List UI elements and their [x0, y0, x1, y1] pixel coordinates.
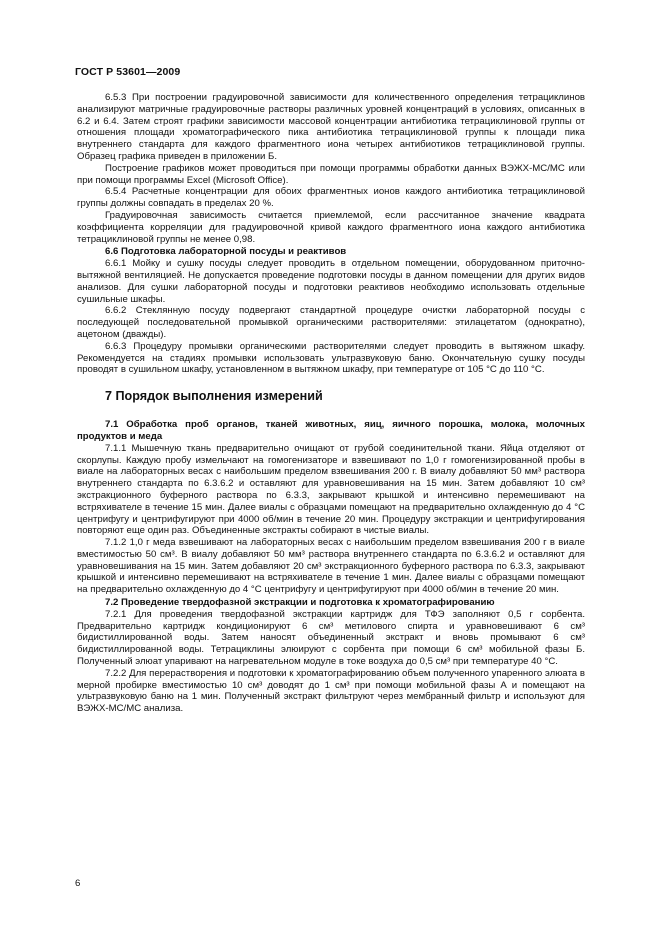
paragraph-6-6-1: 6.6.1 Мойку и сушку посуды следует проводить в отдельном помещении, оборудованном приточно-вытяжной вентиляцией. Не допускается проведение подготовки посуды в данном помещении для других видов анализов. Для сушки лабораторной посуды и подготовки реактивов необходимо использовать отдельные сушильные шкафы. — [77, 258, 585, 305]
subheading-6-6: 6.6 Подготовка лабораторной посуды и реактивов — [105, 246, 347, 258]
paragraph-7-1-1: 7.1.1 Мышечную ткань предварительно очищают от грубой соединительной ткани. Яйца отделяют от скорлупы. Каждую пробу измельчают на гомогенизаторе и взвешивают по 1,0 г гомогенизированной пробы в виале на лабораторных весах с наибольшим пределом взвешивания 200 г. В виалу добавляют 50 мм³ раствора внутреннего стандарта по 6.3.6.2 и оставляют для уравновешивания на 15 мин. Затем добавляют 10 см³ экстракционного буферного раствора по 6.3.3, закрывают крышкой и интенсивно перемешивают на встряхивателе в течение 15 мин. Далее виалы с образцами помещают на предварительно охлажденную до 4 °С центрифугу и центрифугируют при 4000 об/мин в течение 20 мин. Процедуру экстракции и центрифугирования повторяют еще один раз. Объединенные экстракты собирают в чистые виалы. — [77, 442, 585, 537]
paragraph-7-2-2: 7.2.2 Для перерастворения и подготовки к хроматографированию объем полученного упаренного элюата в мерной пробирке вместимостью 10 см³ доводят до 1 см³ при помощи мобильной фазы А и помещают на ультразвуковую баню на 1 мин. Полученный экстракт фильтруют через мембранный фильтр и используют для ВЭЖХ-МС/МС анализа. — [77, 667, 585, 715]
paragraph-6-6-3: 6.6.3 Процедуру промывки органическими растворителями следует проводить в вытяжном шкафу. Рекомендуется на стадиях промывки использовать ультразвуковую баню. Окончательную сушку посуды проводят в сушильном шкафу, установленном в вытяжном шкафу, при температуре от 105 °С до 110 °С. — [77, 340, 585, 376]
paragraph-7-2-1: 7.2.1 Для проведения твердофазной экстракции картридж для ТФЭ заполняют 0,5 г сорбента. Предварительно картридж кондиционируют 6 см³ метилового спирта и уравновешивают 6 см³ бидистиллированной воды. Затем наносят объединенный экстракт и вновь промывают 6 см³ бидистиллированной воды. Тетрациклины элюируют с сорбента при помощи 6 см³ мобильной фазы Б. Полученный элюат упаривают на нагревательном модуле в токе воздуха до 0,5 см³ при температуре 40 °С. — [77, 608, 585, 668]
paragraph-6-5-3: 6.5.3 При построении градуировочной зависимости для количественного определения тетрациклинов анализируют матричные градуировочные растворы различных уровней концентраций в условиях, описанных в 6.2 и 6.4. Затем строят графики зависимости массовой концентрации антибиотика тетрациклиновой группы от отношения площади хроматографического пика антибиотика тетрациклиновой группы к площади пика внутреннего стандарта для каждого фрагментного иона четырех антибиотиков тетрациклиновой группы. Образец графика приведен в приложении Б. — [77, 92, 585, 162]
page-number: 6 — [75, 878, 81, 889]
section-7-title: 7 Порядок выполнения измерений — [105, 389, 323, 404]
document-body — [77, 92, 585, 715]
paragraph-7-1-2: 7.1.2 1,0 г меда взвешивают на лабораторных весах с наибольшим пределом взвешивания 200 г в виале вместимостью 50 см³. В виалу добавляют 50 мм³ раствора внутреннего стандарта по 6.3.6.2 и оставляют для уравновешивания на 15 мин. Затем добавляют 20 см³ экстракционного буферного раствора по 6.3.3, закрывают крышкой и интенсивно перемешивают на встряхивателе в течение 1 мин. Далее виалы с образцами помещают на предварительно охлажденную до 4 °С центрифугу и центрифугируют при 4000 об/мин в течение 20 мин. — [77, 537, 585, 596]
paragraph-graph-tools: Построение графиков может проводиться при помощи программы обработки данных ВЭЖХ-МС/МС или при помощи программы Excel (Microsoft Office). — [77, 162, 585, 186]
paragraph-6-5-4: 6.5.4 Расчетные концентрации для обоих фрагментных ионов каждого антибиотика тетрациклиновой группы должны совпадать в пределах 20 %. — [77, 186, 585, 210]
standard-header: ГОСТ Р 53601—2009 — [75, 66, 181, 78]
subheading-7-1: 7.1 Обработка проб органов, тканей животных, яиц, яичного порошка, молока, молочных продуктов и меда — [77, 419, 585, 442]
paragraph-calibration-acceptance: Градуировочная зависимость считается приемлемой, если рассчитанное значение квадрата коэффициента корреляции для градуировочной кривой каждого фрагментного иона каждого антибиотика тетрациклиновой группы не менее 0,98. — [77, 209, 585, 245]
paragraph-6-6-2: 6.6.2 Стеклянную посуду подвергают стандартной процедуре очистки лабораторной посуды с последующей последовательной промывкой органическими растворителями: этилацетатом (однократно), ацетоном (дважды). — [77, 305, 585, 340]
subheading-7-2: 7.2 Проведение твердофазной экстракции и подготовка к хроматографированию — [105, 597, 495, 609]
